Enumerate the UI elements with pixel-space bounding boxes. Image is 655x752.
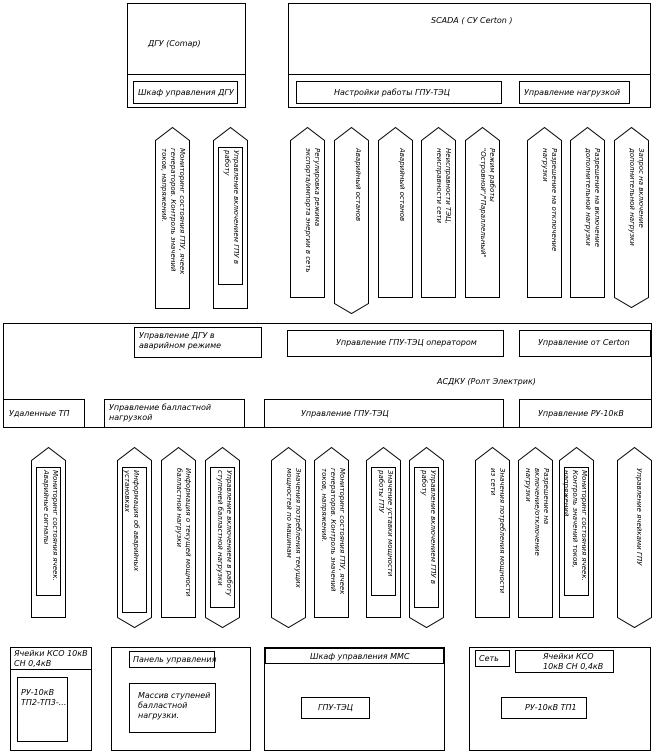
asdku-label: АСДКУ (Ролт Электрик) [437, 377, 536, 386]
lower-arrow-4-text: Управление включением в работу ступеней балластной нагрузки [216, 470, 233, 597]
scada-title: SCADA ( СУ Certon ) [431, 16, 513, 25]
lower-arrow-1-text: Мониторинг состояния ячеек. Аварийные сигналы [42, 470, 59, 581]
dgu-emergency-label: Управление ДГУ в аварийном режиме [139, 331, 222, 350]
lower-arrow-10-text: Разрешение на включение/отключение нагрузки [524, 468, 550, 556]
dgu-title: ДГУ (Comap) [148, 39, 201, 48]
upper-arrow-9-text: Разрешение на включение дополнительной нагрузки [584, 148, 601, 248]
lower-arrow-8-text: Управление включением ГПУ в работу [420, 470, 437, 585]
lower-arrow-9-text: Значения потребления мощности из сети [489, 468, 506, 594]
mms-label: Шкаф управления ММС [310, 652, 410, 661]
net-label: Сеть [479, 654, 499, 663]
upper-arrow-10-text: Запрос на включение дополнительной нагрузки [628, 148, 645, 246]
operator-label: Управление ГПУ-ТЭЦ оператором [336, 338, 477, 347]
lower-arrow-2-text: Информация об аварийных установках [123, 470, 140, 572]
lower-arrow-7-text: Значение уставки мощности работы ГПУ [377, 470, 394, 577]
dgu-cabinet-label: Шкаф управления ДГУ [138, 88, 234, 97]
certon-label: Управление от Certon [538, 338, 630, 347]
ru-left-label: РУ-10кВ ТП2-ТП3-... [21, 688, 67, 707]
ballast-array-label: Массив ступеней балластной нагрузки. [138, 691, 211, 720]
gpu-tec-label: ГПУ-ТЭЦ [318, 703, 353, 712]
upper-arrow-6-text: Неисправности ТЭЦ, неисправности сети [435, 148, 452, 224]
ru-control-label: Управление РУ-10кВ [538, 409, 624, 418]
lower-arrow-6-text: Мониторинг состояния ГПУ, ячеек генераторов. Контроль значений токов, напряжений. [320, 468, 346, 595]
mms-box [265, 648, 445, 751]
load-control-label: Управление нагрузкой [524, 88, 621, 97]
remote-tp-label: Удаленные ТП [9, 409, 70, 418]
settings-label: Настройки работы ГПУ-ТЭЦ [334, 88, 450, 97]
ballast-label: Управление балластной нагрузкой [109, 403, 212, 422]
lower-arrow-3-text: Информация о текущей мощности балластной нагрузки [175, 468, 192, 597]
ru-tp1-label: РУ-10кВ ТП1 [525, 703, 577, 712]
upper-arrow-8-text: Разрешение на отключение нагрузки [541, 148, 558, 252]
upper-arrow-4-text: Аварийный останов [354, 148, 362, 222]
upper-arrow-2-text: Управление включением ГПУ в работу [223, 150, 240, 265]
upper-arrow-3-text: Регулировка режима экспорта/импорта энергии в сеть [304, 148, 321, 273]
lower-arrow-11-text: Мониторинг состояния ячеек. Контроль значений токов, напряжений [562, 470, 588, 581]
upper-arrow-1-text: Мониторинг состояния ГПУ, ячеек генераторов. Контроль значений токов, напряжений. [160, 148, 186, 275]
gpu-control-label: Управление ГПУ-ТЭЦ [301, 409, 389, 418]
upper-arrow-5-text: Аварийный останов [398, 148, 406, 222]
kso-right-label: Ячейки КСО 10кВ СН 0,4кВ [543, 652, 604, 671]
lower-arrow-5-text: Значения потребления текущих мощностей по машинам [285, 468, 302, 588]
kso-left-label: Ячейки КСО 10кВ СН 0,4кВ [14, 649, 88, 668]
lower-arrow-12-text: Управление ячейками ГПУ [635, 468, 643, 566]
upper-arrow-7-text: Режим работы "Островной"/"Параллельный" [479, 148, 496, 258]
panel-label: Панель управления [133, 655, 217, 664]
